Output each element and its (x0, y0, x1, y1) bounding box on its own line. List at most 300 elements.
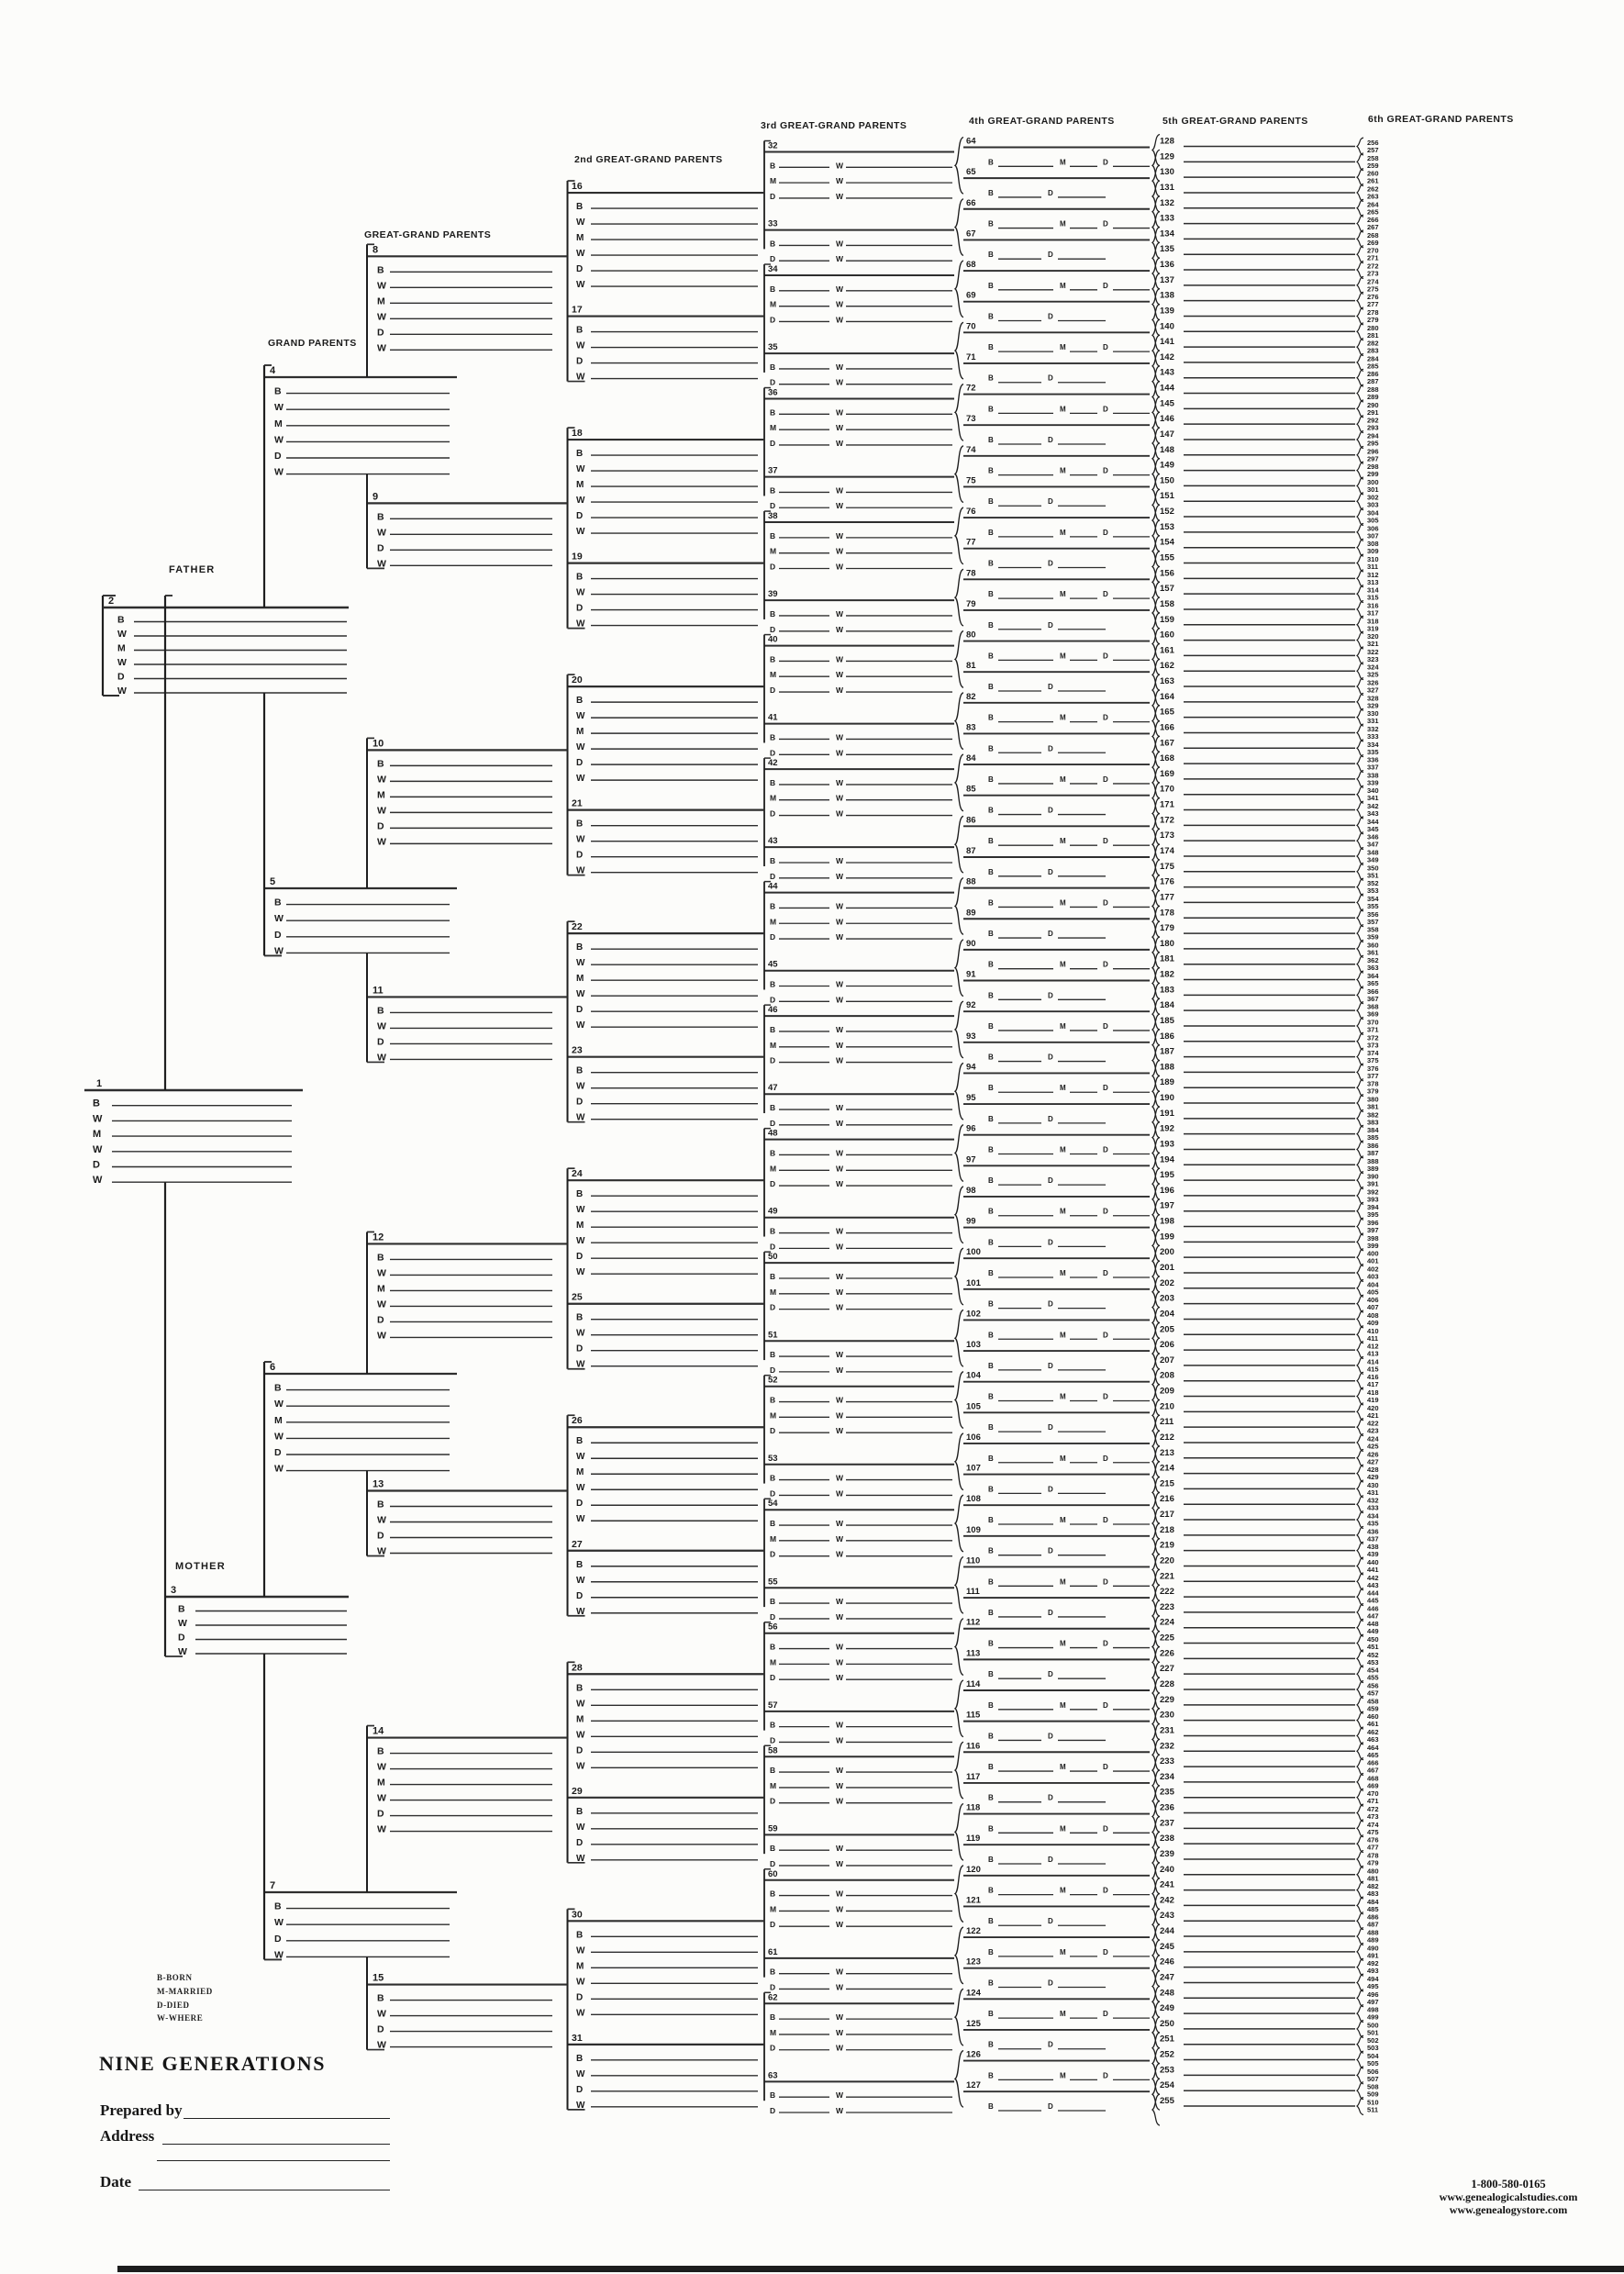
ancestor-number: 237 (1160, 1818, 1174, 1829)
ancestor-number: 458 (1367, 1697, 1379, 1706)
brace-connector (1357, 1881, 1363, 1899)
field-label: W (576, 1267, 585, 1278)
field-label: B (576, 2053, 584, 2064)
field-label: M (770, 793, 777, 803)
ancestor-number: 158 (1160, 598, 1174, 609)
ancestor-number: 511 (1367, 2105, 1379, 2114)
field-label: B (770, 608, 776, 619)
field-label: W (117, 629, 127, 640)
field-label: D (1048, 373, 1053, 383)
brace-connector (1357, 1480, 1363, 1498)
ancestor-number: 68 (966, 260, 976, 271)
generation-grand-parents (264, 365, 457, 1960)
pair-brace (955, 1927, 963, 1984)
ancestor-number: 72 (966, 383, 976, 394)
scan-edge-artifact (117, 2266, 1624, 2272)
phone-number: 1-800-580-0165 (1471, 2178, 1546, 2190)
field-label: D (377, 1808, 384, 1820)
ancestor-number: 324 (1367, 663, 1379, 672)
field-label: W (836, 1040, 844, 1050)
ancestor-number: 503 (1367, 2044, 1379, 2053)
field-label: W (377, 1299, 386, 1310)
brace-connector (1357, 1172, 1363, 1189)
field-label: W (836, 161, 844, 171)
ancestor-number: 338 (1367, 771, 1379, 780)
ancestor-number: 223 (1160, 1601, 1174, 1612)
field-label: W (836, 2106, 844, 2116)
ancestor-number: 4 (270, 365, 276, 376)
ancestor-number: 260 (1367, 169, 1379, 178)
brace-connector (1357, 600, 1363, 618)
publisher-contact (1411, 2178, 1606, 2216)
ancestor-number: 456 (1367, 1681, 1379, 1690)
field-label: B (988, 2010, 994, 2019)
ancestor-number: 114 (966, 1679, 981, 1689)
field-label: D (770, 377, 776, 387)
ancestor-number: 450 (1367, 1635, 1379, 1644)
ancestor-number: 283 (1367, 346, 1379, 355)
field-label: D (770, 932, 776, 942)
ancestor-number: 333 (1367, 731, 1379, 741)
field-label: W (836, 1271, 844, 1281)
ancestor-number: 376 (1367, 1064, 1379, 1073)
website-2: www.genealogystore.com (1449, 2203, 1568, 2216)
field-label: B (770, 1103, 776, 1113)
pair-brace (955, 1372, 963, 1429)
ancestor-number: 484 (1367, 1897, 1379, 1906)
ancestor-number: 261 (1367, 176, 1379, 185)
ancestor-number: 300 (1367, 477, 1379, 486)
field-label: D (770, 254, 776, 264)
person-1 (84, 1078, 303, 1186)
field-label: D (1103, 1331, 1108, 1340)
field-label: M (576, 233, 584, 244)
ancestor-number: 91 (966, 969, 976, 980)
field-label: W (836, 315, 844, 325)
ancestor-number: 440 (1367, 1557, 1379, 1566)
ancestor-number: 185 (1160, 1015, 1174, 1026)
ancestor-number: 340 (1367, 786, 1379, 796)
ancestor-number: 131 (1160, 182, 1174, 193)
field-label: D (377, 1314, 384, 1326)
brace-connector (1357, 339, 1363, 356)
field-label: D (1103, 713, 1108, 722)
field-label: M (1060, 837, 1066, 846)
brace-connector (1357, 307, 1363, 325)
field-label: B (576, 325, 584, 336)
ancestor-number: 474 (1367, 1820, 1379, 1829)
field-label: W (576, 711, 585, 722)
field-label: M (576, 974, 584, 985)
ancestor-number: 49 (768, 1206, 778, 1217)
ancestor-number: 9 (373, 491, 379, 503)
ancestor-number: 496 (1367, 1990, 1379, 1999)
field-label: D (576, 1992, 584, 2003)
brace-connector (1357, 508, 1363, 526)
ancestor-number: 418 (1367, 1388, 1379, 1398)
ancestor-number: 182 (1160, 969, 1174, 980)
field-label: D (770, 2106, 776, 2116)
ancestor-number: 425 (1367, 1442, 1379, 1451)
field-label: B (770, 1350, 776, 1360)
brace-connector (1357, 1048, 1363, 1065)
field-label: B (988, 1238, 994, 1247)
ancestor-number: 11 (373, 985, 384, 997)
ancestor-number: 188 (1160, 1062, 1174, 1073)
field-label: W (576, 2008, 585, 2019)
field-label: D (1048, 312, 1053, 321)
field-label: W (576, 1977, 585, 1988)
field-label: W (274, 945, 284, 957)
field-label: W (836, 1597, 844, 1607)
ancestor-number: 341 (1367, 794, 1379, 803)
ancestor-number: 491 (1367, 1951, 1379, 1960)
ancestor-number: 387 (1367, 1148, 1379, 1157)
ancestor-number: 490 (1367, 1944, 1379, 1953)
ancestor-number: 83 (966, 722, 976, 733)
pair-brace (955, 878, 963, 935)
ancestor-number: 299 (1367, 470, 1379, 479)
ancestor-number: 462 (1367, 1727, 1379, 1736)
ancestor-number: 39 (768, 589, 778, 600)
ancestor-number: 437 (1367, 1534, 1379, 1544)
header-2nd-great-grand-parents: 2nd GREAT-GRAND PARENTS (574, 154, 723, 165)
generation-4th-great-grand-parents (955, 137, 1150, 2112)
ancestor-number: 269 (1367, 238, 1379, 247)
field-label: W (836, 1179, 844, 1189)
ancestor-number: 385 (1367, 1133, 1379, 1143)
ancestor-number: 191 (1160, 1108, 1174, 1119)
ancestor-number: 415 (1367, 1365, 1379, 1374)
field-label: W (836, 1844, 844, 1854)
ancestor-number: 222 (1160, 1587, 1174, 1598)
field-label: B (770, 1889, 776, 1899)
ancestor-number: 210 (1160, 1401, 1174, 1412)
field-label: W (836, 901, 844, 911)
brace-connector (1357, 847, 1363, 864)
field-label: B (576, 1436, 584, 1447)
field-label: B (770, 2090, 776, 2101)
field-label: B (770, 901, 776, 911)
ancestor-number: 347 (1367, 840, 1379, 849)
field-label: M (1060, 1516, 1066, 1525)
ancestor-number: 286 (1367, 370, 1379, 379)
field-label: M (1060, 1700, 1066, 1710)
ancestor-number: 400 (1367, 1249, 1379, 1258)
field-label: D (770, 686, 776, 696)
brace-connector (1357, 1666, 1363, 1683)
field-label: W (377, 527, 386, 539)
ancestor-number: 229 (1160, 1694, 1174, 1705)
field-label: D (377, 1036, 384, 1048)
ancestor-number: 342 (1367, 802, 1379, 811)
ancestor-number: 349 (1367, 855, 1379, 864)
field-label: B (988, 1917, 994, 1926)
generation-5th-great-grand-parents (1152, 135, 1355, 2126)
ancestor-number: 199 (1160, 1232, 1174, 1243)
ancestor-number: 337 (1367, 763, 1379, 772)
field-label: M (1060, 1763, 1066, 1772)
ancestor-number: 100 (966, 1247, 981, 1258)
brace-connector (1357, 184, 1363, 201)
field-label: D (377, 820, 384, 832)
field-label: W (836, 871, 844, 881)
field-label: M (770, 546, 777, 556)
ancestor-number: 120 (966, 1864, 981, 1875)
field-label: D (274, 1933, 282, 1945)
brace-connector (1357, 1079, 1363, 1097)
field-label: W (377, 1761, 386, 1773)
field-label: W (836, 624, 844, 634)
ancestor-number: 38 (768, 511, 778, 522)
pair-brace (955, 322, 963, 379)
field-label: W (377, 558, 386, 570)
father-label: FATHER (169, 564, 216, 575)
field-label: B (988, 1423, 994, 1432)
field-label: B (988, 713, 994, 722)
field-label: W (836, 1657, 844, 1667)
ancestor-number: 316 (1367, 601, 1379, 610)
ancestor-number: 274 (1367, 277, 1379, 286)
field-label: W (576, 496, 585, 507)
ancestor-number: 423 (1367, 1426, 1379, 1435)
ancestor-number: 419 (1367, 1396, 1379, 1405)
field-label: M (770, 2027, 777, 2037)
ancestor-number: 321 (1367, 640, 1379, 649)
field-label: B (377, 1252, 384, 1264)
ancestor-number: 493 (1367, 1967, 1379, 1976)
pair-brace (955, 2051, 963, 2108)
header-5th-great-grand-parents: 5th GREAT-GRAND PARENTS (1162, 116, 1308, 127)
form-title: NINE GENERATIONS (99, 2052, 327, 2075)
ancestor-number: 312 (1367, 570, 1379, 579)
ancestor-number: 329 (1367, 701, 1379, 710)
field-label: M (377, 1283, 385, 1295)
brace-connector (1357, 1433, 1363, 1451)
field-label: W (377, 311, 386, 323)
ancestor-number: 193 (1160, 1139, 1174, 1150)
field-label: W (377, 1267, 386, 1279)
ancestor-number: 410 (1367, 1326, 1379, 1335)
brace-connector (1357, 1310, 1363, 1328)
pair-brace (955, 1495, 963, 1552)
ancestor-number: 24 (572, 1168, 583, 1180)
field-label: B (988, 1670, 994, 1679)
field-label: D (274, 929, 282, 941)
brace-connector (1357, 1233, 1363, 1251)
field-label: B (274, 1382, 282, 1394)
ancestor-number: 430 (1367, 1480, 1379, 1489)
ancestor-number: 79 (966, 598, 976, 609)
field-label: D (576, 1590, 584, 1601)
ancestor-number: 449 (1367, 1627, 1379, 1636)
ancestor-number: 441 (1367, 1565, 1379, 1574)
brace-connector (1357, 1419, 1363, 1436)
legend-born: B-BORN (157, 1973, 193, 1982)
field-label: W (377, 1330, 386, 1342)
ancestor-number: 108 (966, 1494, 981, 1505)
field-label: M (1060, 1639, 1066, 1648)
ancestor-number: 348 (1367, 848, 1379, 857)
ancestor-number: 232 (1160, 1741, 1174, 1752)
ancestor-number: 466 (1367, 1758, 1379, 1767)
ancestor-number: 235 (1160, 1787, 1174, 1798)
ancestor-number: 77 (966, 537, 976, 548)
prepared-by-blank (184, 2118, 390, 2119)
ancestor-number: 483 (1367, 1889, 1379, 1899)
field-label: M (1060, 1084, 1066, 1093)
field-label: D (770, 1302, 776, 1312)
brace-connector (1357, 416, 1363, 433)
ancestor-number: 270 (1367, 246, 1379, 255)
ancestor-number: 5 (270, 876, 276, 887)
ancestor-number: 201 (1160, 1262, 1174, 1273)
ancestor-number: 54 (768, 1499, 778, 1510)
field-label: B (988, 1176, 994, 1186)
ancestor-number: 221 (1160, 1571, 1174, 1582)
ancestor-number: 27 (572, 1538, 583, 1550)
ancestor-number: 252 (1160, 2049, 1174, 2060)
ancestor-number: 433 (1367, 1503, 1379, 1512)
ancestor-number: 234 (1160, 1771, 1174, 1782)
generation-2nd-great-grand-parents (568, 181, 765, 2111)
field-label: D (1103, 281, 1108, 290)
ancestor-number: 157 (1160, 584, 1174, 595)
ancestor-number: 25 (572, 1291, 583, 1303)
field-label: W (836, 1673, 844, 1683)
field-label: B (770, 161, 776, 171)
field-label: D (1103, 590, 1108, 599)
field-label: D (1048, 744, 1053, 753)
field-label: M (1060, 775, 1066, 784)
ancestor-number: 246 (1160, 1956, 1174, 1967)
field-label: B (988, 1608, 994, 1617)
field-label: W (274, 1949, 284, 1961)
ancestor-number: 369 (1367, 1009, 1379, 1019)
field-label: D (576, 758, 584, 769)
ancestor-number: 21 (572, 797, 583, 809)
field-label: D (1048, 930, 1053, 939)
address-label: Address (100, 2127, 155, 2145)
brace-connector (1357, 1326, 1363, 1343)
field-label: B (988, 1793, 994, 1802)
ancestor-number: 308 (1367, 540, 1379, 549)
field-label: W (836, 239, 844, 249)
brace-connector (1357, 2020, 1363, 2037)
ancestor-number: 288 (1367, 385, 1379, 395)
ancestor-number: 472 (1367, 1805, 1379, 1814)
brace-connector (1357, 1403, 1363, 1421)
field-label: D (1048, 1485, 1053, 1494)
ancestor-number: 51 (768, 1330, 778, 1341)
ancestor-number: 404 (1367, 1280, 1379, 1289)
brace-connector (1357, 1573, 1363, 1590)
ancestor-number: 315 (1367, 593, 1379, 602)
ancestor-number: 461 (1367, 1720, 1379, 1729)
ancestor-number: 302 (1367, 493, 1379, 502)
field-label: D (1103, 1145, 1108, 1154)
ancestor-number: 454 (1367, 1666, 1379, 1675)
ancestor-number: 217 (1160, 1510, 1174, 1521)
ancestor-number: 470 (1367, 1789, 1379, 1799)
brace-connector (1357, 940, 1363, 957)
ancestor-number: 304 (1367, 508, 1379, 518)
ancestor-number: 118 (966, 1802, 981, 1813)
ancestor-number: 279 (1367, 315, 1379, 324)
ancestor-number: 264 (1367, 200, 1379, 209)
field-label: W (377, 1052, 386, 1064)
field-label: B (377, 511, 384, 523)
field-label: W (576, 1359, 585, 1370)
ancestor-number: 310 (1367, 555, 1379, 564)
field-label: D (576, 1097, 584, 1108)
ancestor-number: 372 (1367, 1033, 1379, 1042)
brace-connector (1357, 1388, 1363, 1405)
ancestor-number: 80 (966, 630, 976, 641)
field-label: W (836, 917, 844, 927)
field-label: D (1103, 1392, 1108, 1401)
ancestor-number: 119 (966, 1834, 981, 1845)
field-label: M (1060, 1392, 1066, 1401)
ancestor-number: 230 (1160, 1710, 1174, 1721)
field-label: B (988, 312, 994, 321)
field-label: B (274, 385, 282, 397)
ancestor-number: 370 (1367, 1018, 1379, 1027)
header-4th-great-grand-parents: 4th GREAT-GRAND PARENTS (969, 116, 1115, 127)
field-label: B (770, 362, 776, 372)
ancestor-number: 298 (1367, 463, 1379, 472)
field-label: W (576, 958, 585, 969)
field-label: B (770, 1720, 776, 1730)
field-label: W (576, 1020, 585, 1031)
brace-connector (1357, 1603, 1363, 1621)
field-label: D (1103, 466, 1108, 475)
field-label: B (576, 1312, 584, 1323)
ancestor-number: 363 (1367, 964, 1379, 973)
ancestor-number: 364 (1367, 972, 1379, 981)
ancestor-number: 233 (1160, 1756, 1174, 1767)
ancestor-number: 126 (966, 2049, 981, 2060)
field-label: W (274, 913, 284, 925)
ancestor-number: 57 (768, 1700, 778, 1711)
pair-brace (955, 1063, 963, 1120)
ancestor-number: 86 (966, 815, 976, 826)
field-label: W (576, 1328, 585, 1339)
ancestor-number: 250 (1160, 2018, 1174, 2029)
ancestor-number: 124 (966, 1988, 981, 1999)
field-label: M (377, 1777, 385, 1789)
ancestor-number: 207 (1160, 1354, 1174, 1366)
field-label: D (1103, 1207, 1108, 1216)
field-label: W (836, 1533, 844, 1544)
address-blank-1 (162, 2144, 390, 2145)
pair-brace (955, 1989, 963, 2045)
field-label: W (377, 280, 386, 292)
field-label: B (988, 1886, 994, 1895)
ancestor-number: 278 (1367, 307, 1379, 317)
ancestor-number: 371 (1367, 1025, 1379, 1034)
field-label: D (1103, 1763, 1108, 1772)
brace-connector (1357, 832, 1363, 850)
field-label: W (836, 1164, 844, 1174)
pair-brace (955, 1804, 963, 1861)
ancestor-number: 394 (1367, 1203, 1379, 1212)
pair-brace (955, 693, 963, 750)
field-label: W (274, 402, 284, 414)
ancestor-number: 64 (966, 136, 976, 147)
field-label: B (576, 1559, 584, 1570)
field-label: W (836, 1055, 844, 1065)
